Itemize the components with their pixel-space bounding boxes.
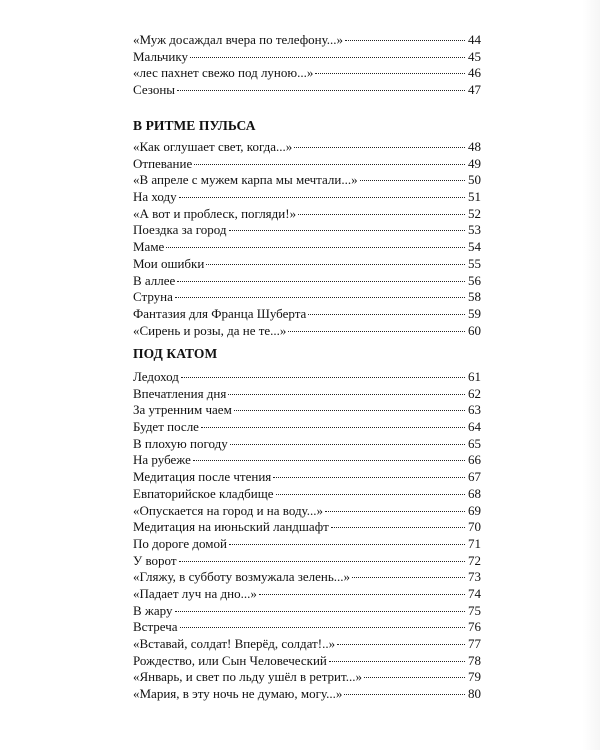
toc-entry <box>133 419 481 436</box>
toc-section-rhythm <box>133 139 481 339</box>
toc-entry <box>133 436 481 453</box>
toc-entry-title: «Муж досаждал вчера по телефону...» <box>133 32 344 47</box>
toc-entry <box>133 239 481 256</box>
toc-leader-dots <box>175 297 465 298</box>
toc-entry-title: Будет после <box>133 419 199 435</box>
toc-entry-title: «А вот и проблеск, погляди!» <box>133 205 297 221</box>
toc-entry-page: 64 <box>468 419 481 435</box>
toc-leader-dots <box>337 644 465 645</box>
toc-leader-dots <box>228 394 465 395</box>
toc-entry-title: «В апреле с мужем карпа мы мечтали...» <box>133 172 358 188</box>
toc-entry-page: 61 <box>468 369 481 384</box>
toc-entry <box>133 369 481 386</box>
toc-entry-title: Сезоны <box>133 82 176 98</box>
toc-entry <box>133 32 481 49</box>
toc-entry-page: 72 <box>468 552 481 568</box>
toc-entry <box>133 619 481 636</box>
toc-leader-dots <box>298 214 465 215</box>
toc-entry-page: 58 <box>468 289 481 305</box>
toc-entry-title: Струна <box>133 289 173 305</box>
toc-entry-page: 68 <box>468 485 481 501</box>
toc-entry <box>133 189 481 206</box>
toc-section-continued <box>133 32 481 99</box>
toc-entry-page: 75 <box>468 602 481 618</box>
toc-entry-title: В плохую погоду <box>133 435 228 451</box>
toc-entry-title: Медитация после чтения <box>133 469 272 485</box>
toc-entry-title: «Падает луч на дно...» <box>133 585 257 601</box>
toc-entry <box>133 306 481 323</box>
toc-entry-title: «Гляжу, в субботу возмужала зелень...» <box>133 569 351 585</box>
toc-entry-title: У ворот <box>133 552 177 568</box>
toc-entry-page: 69 <box>468 502 481 518</box>
toc-entry-title: «Сирень и розы, да не те...» <box>133 322 287 338</box>
toc-leader-dots <box>179 561 465 562</box>
toc-leader-dots <box>229 544 465 545</box>
toc-entry <box>133 49 481 66</box>
toc-leader-dots <box>352 577 465 578</box>
toc-entry-page: 45 <box>468 48 481 64</box>
toc-entry <box>133 386 481 403</box>
toc-entry <box>133 686 481 703</box>
toc-leader-dots <box>234 410 465 411</box>
toc-entry-page: 62 <box>468 385 481 401</box>
toc-entry-page: 65 <box>468 435 481 451</box>
toc-leader-dots <box>345 40 465 41</box>
toc-entry <box>133 256 481 273</box>
toc-entry-title: «Январь, и свет по льду ушёл в ретрит...» <box>133 669 362 685</box>
toc-entry-page: 51 <box>468 189 481 205</box>
toc-entry-page: 50 <box>468 172 481 188</box>
toc-entry <box>133 222 481 239</box>
toc-entry-page: 63 <box>468 402 481 418</box>
toc-leader-dots <box>177 90 465 91</box>
toc-entry-title: Мои ошибки <box>133 255 205 271</box>
toc-entry <box>133 156 481 173</box>
toc-entry-title: Мальчику <box>133 48 188 64</box>
toc-entry-title: Медитация на июньский ландшафт <box>133 519 329 535</box>
toc-entry <box>133 536 481 553</box>
toc-entry-title: В жару <box>133 602 173 618</box>
toc-leader-dots <box>230 444 465 445</box>
toc-entry-title: Отпевание <box>133 155 193 171</box>
toc-entry <box>133 586 481 603</box>
toc-entry-page: 60 <box>468 322 481 338</box>
toc-entry-page: 77 <box>468 636 481 651</box>
toc-entry-title: Поездка за город <box>133 222 227 238</box>
toc-entry <box>133 569 481 586</box>
page-edge-shadow <box>582 0 600 750</box>
toc-leader-dots <box>288 331 465 332</box>
toc-entry-page: 44 <box>468 32 481 47</box>
toc-entry-page: 53 <box>468 222 481 238</box>
toc-entry <box>133 469 481 486</box>
toc-entry-title: По дороге домой <box>133 535 227 551</box>
toc-leader-dots <box>294 147 465 148</box>
toc-leader-dots <box>325 511 465 512</box>
toc-entry <box>133 503 481 520</box>
toc-entry-page: 70 <box>468 519 481 535</box>
toc-entry-title: «Опускается на город и на воду...» <box>133 502 324 518</box>
toc-entry-title: На рубеже <box>133 452 191 468</box>
toc-leader-dots <box>193 460 465 461</box>
toc-leader-dots <box>194 164 465 165</box>
toc-entry-page: 80 <box>468 686 481 702</box>
toc-entry-page: 59 <box>468 305 481 321</box>
toc-entry-title: На ходу <box>133 189 177 205</box>
toc-leader-dots <box>273 477 465 478</box>
toc-section-under-cut <box>133 369 481 703</box>
toc-entry <box>133 206 481 223</box>
toc-entry-title: За утренним чаем <box>133 402 232 418</box>
toc-leader-dots <box>308 314 465 315</box>
toc-entry-title: «Вставай, солдат! Вперёд, солдат!..» <box>133 636 336 651</box>
toc-entry <box>133 519 481 536</box>
toc-entry-page: 79 <box>468 669 481 685</box>
toc-entry-page: 47 <box>468 82 481 98</box>
toc-entry-title: Встреча <box>133 619 178 635</box>
toc-leader-dots <box>229 230 465 231</box>
toc-entry-title: Впечатления дня <box>133 385 227 401</box>
toc-entry <box>133 553 481 570</box>
toc-entry <box>133 603 481 620</box>
toc-leader-dots <box>329 661 465 662</box>
toc-entry-page: 55 <box>468 255 481 271</box>
toc-entry-title: «лес пахнет свежо под луною...» <box>133 65 314 81</box>
toc-leader-dots <box>206 264 465 265</box>
toc-entry-page: 54 <box>468 239 481 255</box>
toc-entry-page: 66 <box>468 452 481 468</box>
toc-leader-dots <box>344 694 465 695</box>
toc-entry-title: Ледоход <box>133 369 179 384</box>
toc-entry-page: 67 <box>468 469 481 485</box>
toc-entry-page: 73 <box>468 569 481 585</box>
toc-leader-dots <box>360 180 465 181</box>
toc-entry <box>133 172 481 189</box>
toc-leader-dots <box>201 427 465 428</box>
toc-entry <box>133 636 481 653</box>
toc-leader-dots <box>181 377 465 378</box>
toc-leader-dots <box>259 594 465 595</box>
toc-entry-title: «Мария, в эту ночь не думаю, могу...» <box>133 686 343 702</box>
toc-leader-dots <box>177 281 465 282</box>
toc-entry-page: 76 <box>468 619 481 635</box>
toc-entry-page: 71 <box>468 535 481 551</box>
toc-entry-page: 56 <box>468 272 481 288</box>
toc-leader-dots <box>179 197 465 198</box>
toc-entry-page: 46 <box>468 65 481 81</box>
toc-entry <box>133 669 481 686</box>
toc-entry-page: 74 <box>468 585 481 601</box>
toc-entry-title: В аллее <box>133 272 176 288</box>
toc-entry <box>133 273 481 290</box>
toc-leader-dots <box>166 247 465 248</box>
toc-entry <box>133 486 481 503</box>
toc-leader-dots <box>315 73 465 74</box>
toc-leader-dots <box>190 57 465 58</box>
toc-leader-dots <box>364 677 465 678</box>
toc-entry-title: Фантазия для Франца Шуберта <box>133 305 307 321</box>
toc-entry-page: 49 <box>468 155 481 171</box>
toc-entry <box>133 402 481 419</box>
toc-entry <box>133 323 481 340</box>
toc-entry <box>133 139 481 156</box>
toc-entry-page: 52 <box>468 205 481 221</box>
toc-entry-page: 48 <box>468 139 481 154</box>
toc-leader-dots <box>276 494 465 495</box>
toc-entry <box>133 653 481 670</box>
toc-entry-title: Евпаторийское кладбище <box>133 485 274 501</box>
toc-entry-title: Маме <box>133 239 165 255</box>
toc-entry-title: «Как оглушает свет, когда...» <box>133 139 293 154</box>
section-heading: ПОД КАТОМ <box>133 346 218 361</box>
toc-entry <box>133 82 481 99</box>
section-heading: В РИТМЕ ПУЛЬСА <box>133 118 256 133</box>
toc-entry <box>133 452 481 469</box>
toc-leader-dots <box>180 627 465 628</box>
toc-leader-dots <box>175 611 465 612</box>
toc-leader-dots <box>331 527 465 528</box>
toc-entry-page: 78 <box>468 652 481 668</box>
toc-entry <box>133 65 481 82</box>
toc-entry <box>133 289 481 306</box>
toc-entry-title: Рождество, или Сын Человеческий <box>133 652 327 668</box>
